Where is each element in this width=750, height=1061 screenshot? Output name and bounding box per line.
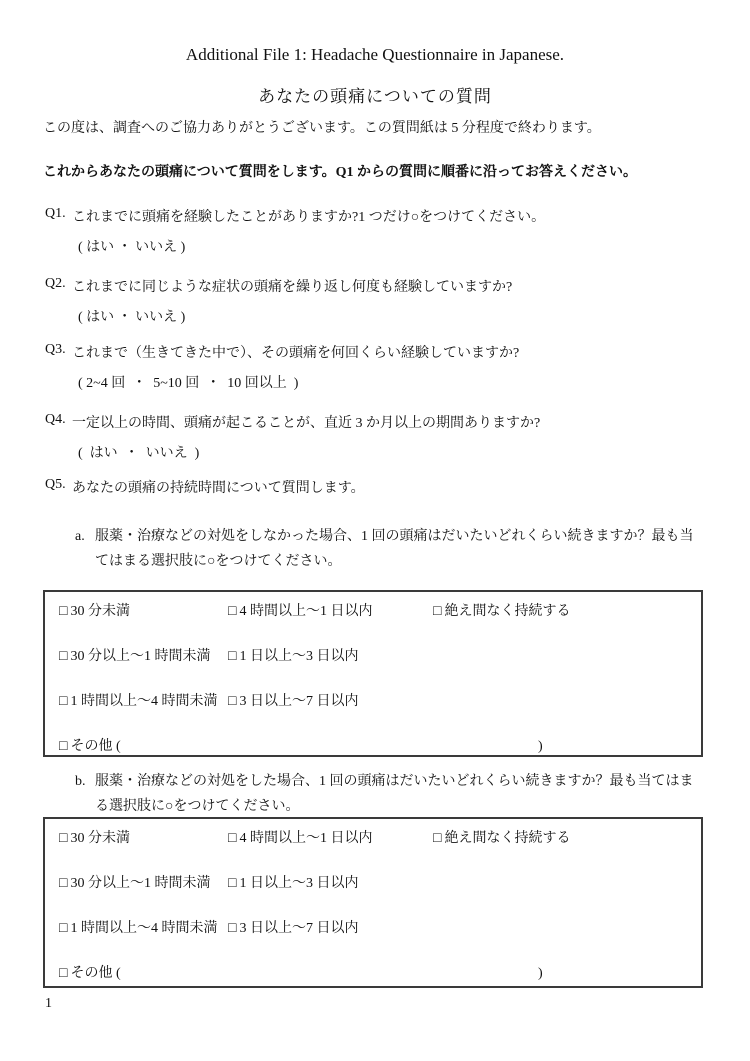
checkbox-icon: □	[228, 694, 237, 709]
sub-question-text: 服薬・治療などの対処をしなかった場合、1 回の頭痛はだいたいどれくらい続きますか？最も当てはまる選択肢に○をつけてください。	[95, 529, 694, 569]
duration-options-box-a	[43, 590, 703, 757]
option-row-other	[59, 739, 701, 755]
option-label: 30 分以上～1 時間未満	[70, 649, 211, 664]
answer-options: ( 2~4 回 ・ 5~10 回 ・ 10 回以上 )	[78, 376, 299, 391]
question-q2	[45, 276, 512, 326]
question-text: これまで（生きてきた中で）、その頭痛を何回くらい経験していますか?	[72, 346, 520, 361]
duration-option	[228, 604, 433, 620]
option-label: 絶え間なく持続する	[444, 831, 571, 846]
checkbox-icon: □	[59, 694, 68, 709]
option-label: 30 分以上～1 時間未満	[70, 876, 211, 891]
sub-question-a	[75, 524, 700, 574]
checkbox-icon: □	[228, 604, 237, 619]
option-label: 絶え間なく持続する	[444, 604, 571, 619]
duration-option-other	[59, 739, 121, 755]
question-text: これまでに同じような症状の頭痛を繰り返し何度も経験していますか?	[72, 280, 513, 295]
question-text: あなたの頭痛の持続時間について質問します。	[72, 481, 365, 496]
checkbox-icon: □	[59, 739, 68, 754]
intro-text: この度は、調査へのご協力ありがとうございます。この質問紙は 5 分程度で終わります。	[43, 121, 601, 136]
option-row	[59, 876, 701, 892]
option-label: 30 分未満	[70, 604, 130, 619]
checkbox-icon: □	[433, 831, 442, 846]
duration-option	[228, 649, 433, 665]
option-row	[59, 694, 701, 710]
option-row	[59, 649, 701, 665]
checkbox-icon: □	[59, 649, 68, 664]
option-label: 4 時間以上～1 日以内	[239, 831, 373, 846]
option-row	[59, 921, 701, 937]
option-label: 1 日以上～3 日以内	[239, 649, 359, 664]
question-q1	[45, 206, 545, 256]
question-text: これまでに頭痛を経験したことがありますか?1 つだけ○をつけてください。	[72, 210, 546, 225]
duration-option	[228, 876, 433, 892]
question-number: Q2.	[45, 276, 66, 291]
duration-option	[59, 694, 228, 710]
checkbox-icon: □	[59, 966, 68, 981]
question-number: Q3.	[45, 342, 66, 357]
option-label: 1 日以上～3 日以内	[239, 876, 359, 891]
checkbox-icon: □	[59, 604, 68, 619]
option-label: 1 時間以上～4 時間未満	[70, 921, 218, 936]
sub-question-number: a.	[75, 529, 85, 544]
option-label: 30 分未満	[70, 831, 130, 846]
answer-options: ( はい ・ いいえ )	[78, 310, 186, 325]
sub-question-text: 服薬・治療などの対処をした場合、1 回の頭痛はだいたいどれくらい続きますか？最も当てはまる選択肢に○をつけてください。	[95, 774, 694, 814]
duration-option	[59, 649, 228, 665]
option-label: その他 (	[70, 739, 121, 754]
question-q3	[45, 342, 519, 392]
sub-question-number: b.	[75, 774, 86, 789]
duration-option	[228, 921, 433, 937]
option-label: 3 日以上～7 日以内	[239, 694, 359, 709]
checkbox-icon: □	[228, 921, 237, 936]
option-label: 1 時間以上～4 時間未満	[70, 694, 218, 709]
duration-option	[228, 831, 433, 847]
question-q5	[45, 477, 365, 497]
option-row-other	[59, 966, 701, 982]
question-q4	[45, 412, 540, 462]
checkbox-icon: □	[59, 921, 68, 936]
duration-option	[59, 604, 228, 620]
checkbox-icon: □	[433, 604, 442, 619]
question-text: 一定以上の時間、頭痛が起こることが、直近 3 か月以上の期間ありますか?	[72, 416, 541, 431]
sub-question-b	[75, 769, 700, 819]
duration-option-other	[59, 966, 121, 982]
page-title: Additional File 1: Headache Questionnaire in Japanese.	[185, 45, 565, 64]
duration-option	[433, 831, 701, 847]
question-number: Q4.	[45, 412, 66, 427]
duration-option	[59, 876, 228, 892]
option-label: 3 日以上～7 日以内	[239, 921, 359, 936]
duration-option	[433, 604, 701, 620]
checkbox-icon: □	[228, 831, 237, 846]
answer-options: ( はい ・ いいえ )	[78, 240, 186, 255]
other-close-paren: )	[538, 739, 543, 754]
checkbox-icon: □	[59, 831, 68, 846]
checkbox-icon: □	[228, 649, 237, 664]
other-close-paren: )	[538, 966, 543, 981]
answer-options: ( はい ・ いいえ )	[78, 446, 200, 461]
page-number: 1	[45, 996, 52, 1011]
duration-option	[59, 831, 228, 847]
question-number: Q5.	[45, 477, 66, 492]
option-row	[59, 604, 701, 620]
option-label: その他 (	[70, 966, 121, 981]
option-row	[59, 831, 701, 847]
duration-option	[59, 921, 228, 937]
instruction-text: これからあなたの頭痛について質問をします。Q1 からの質問に順番に沿ってお答えください。	[43, 165, 637, 180]
duration-options-box-b	[43, 817, 703, 988]
question-number: Q1.	[45, 206, 66, 221]
duration-option	[228, 694, 433, 710]
option-label: 4 時間以上～1 日以内	[239, 604, 373, 619]
checkbox-icon: □	[59, 876, 68, 891]
page-title-japanese: あなたの頭痛についての質問	[258, 87, 492, 106]
checkbox-icon: □	[228, 876, 237, 891]
